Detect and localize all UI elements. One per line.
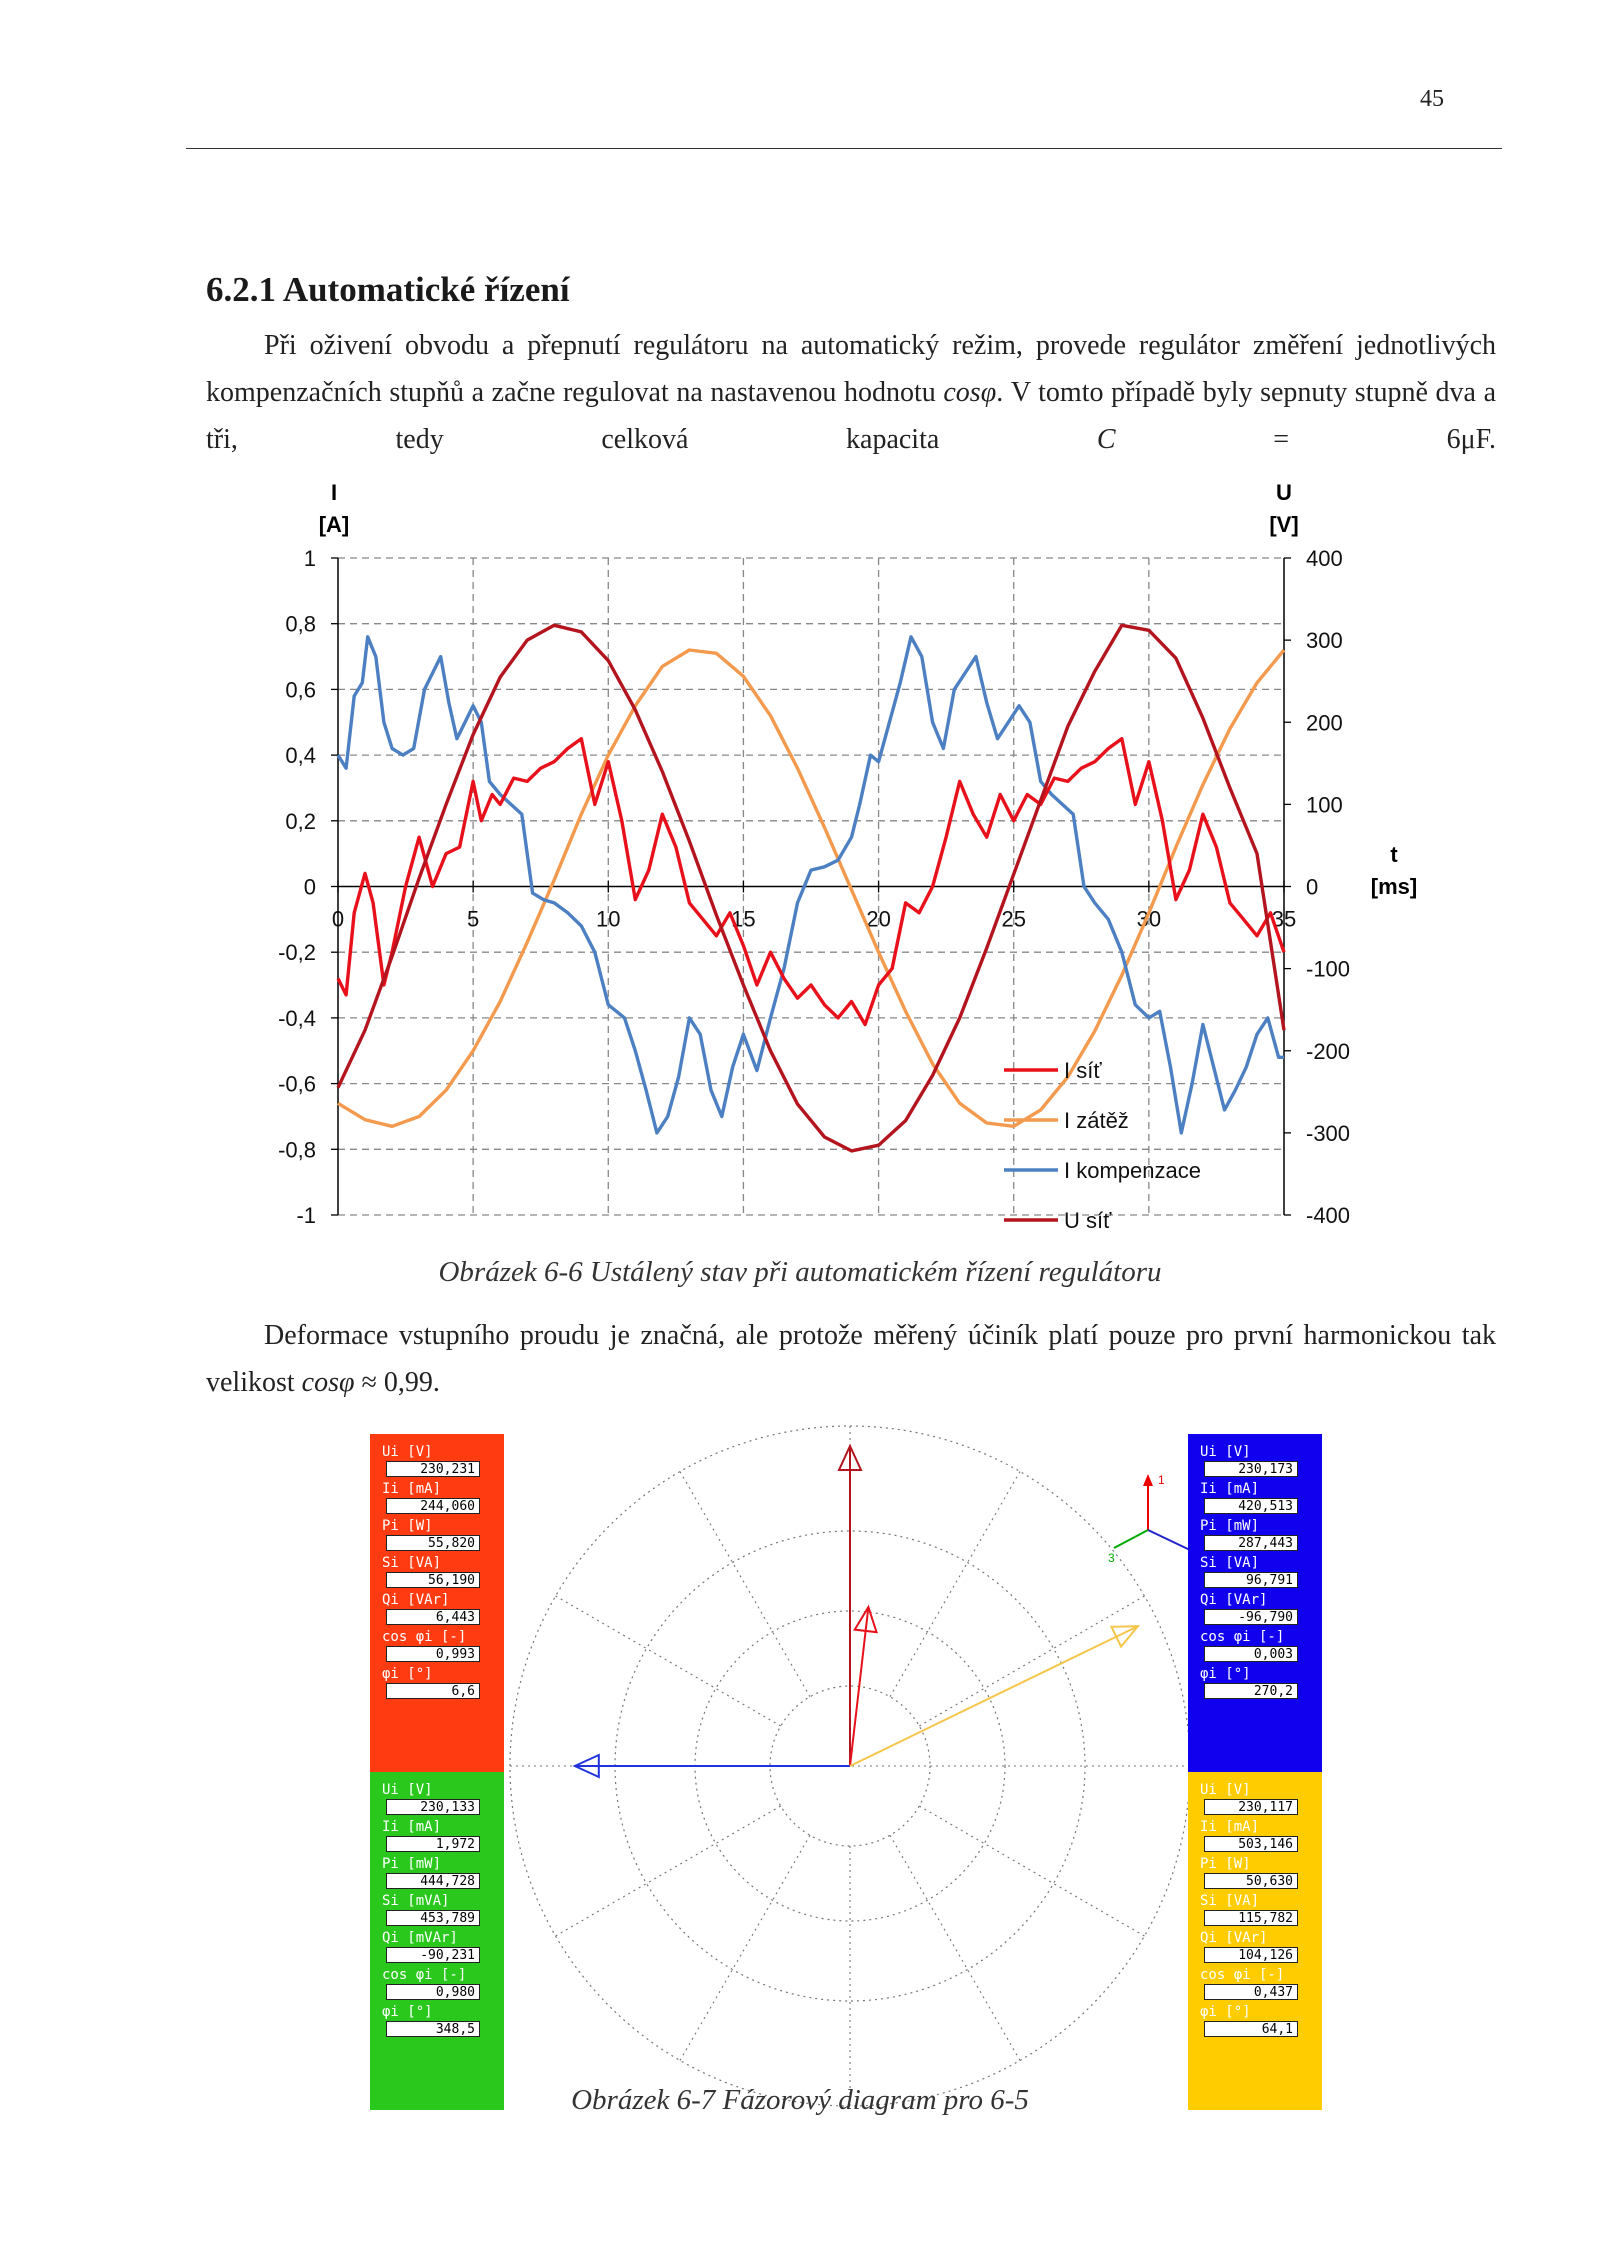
panel-value: 50,630 (1204, 1873, 1298, 1889)
section-heading: 6.2.1 Automatické řízení (206, 270, 570, 309)
header-rule (186, 148, 1502, 149)
panel-label: Si [VA] (1200, 1555, 1260, 1571)
page-number: 45 (1420, 86, 1444, 112)
panel-label: Ii [mA] (382, 1819, 442, 1835)
phase-panel-yellow (1188, 1772, 1322, 2110)
x-tick-label: 15 (731, 906, 756, 932)
panel-value: 348,5 (386, 2021, 480, 2037)
y-left-tick-label: 0,8 (285, 611, 316, 637)
panel-value: 0,437 (1204, 1984, 1298, 2000)
panel-label: φi [°] (1200, 1666, 1251, 1682)
panel-label: Qi [VAr] (1200, 1930, 1268, 1946)
panel-value: 64,1 (1204, 2021, 1298, 2037)
panel-value: -96,790 (1204, 1609, 1298, 1625)
phasor-background (370, 1420, 1322, 2120)
y-left-tick-label: -0,2 (278, 940, 316, 966)
paragraph-2-text-a: Deformace vstupního proudu je značná, ale protože měřený účiník platí pouze pro první harmonickou tak velikost (206, 1320, 1496, 1398)
series-line-3 (338, 625, 1284, 1151)
panel-rows (1188, 1434, 1322, 1699)
y-left-tick-label: -1 (296, 1203, 316, 1228)
panel-value: 55,820 (386, 1535, 480, 1551)
panel-value: 0,980 (386, 1984, 480, 2000)
panel-label: Pi [mW] (1200, 1518, 1260, 1534)
axis-indicator-label-left: 3 (1108, 1551, 1115, 1565)
panel-label: Pi [W] (382, 1518, 433, 1534)
y-right-tick-label: 0 (1306, 874, 1319, 900)
panel-value: 104,126 (1204, 1947, 1298, 1963)
panel-rows (370, 1772, 504, 2037)
paragraph-1 (206, 322, 1496, 463)
legend-label: U síť (1064, 1208, 1112, 1233)
panel-value: 230,231 (386, 1461, 480, 1477)
math-cosphi-2: cosφ (301, 1367, 355, 1398)
panel-label: Pi [W] (1200, 1856, 1251, 1872)
y-right-tick-label: 400 (1306, 546, 1343, 571)
panel-label: cos φi [-] (1200, 1967, 1285, 1983)
panel-label: Ui [V] (382, 1782, 433, 1798)
panel-label: φi [°] (382, 1666, 433, 1682)
panel-value: 230,117 (1204, 1799, 1298, 1815)
waveform-chart (0, 470, 1600, 1240)
panel-rows (1188, 1772, 1322, 2037)
y-right-tick-label: -200 (1306, 1038, 1351, 1064)
y-left-label-unit: [A] (318, 512, 350, 537)
panel-value: 230,173 (1204, 1461, 1298, 1477)
panel-value: 230,133 (386, 1799, 480, 1815)
panel-label: Qi [VAr] (382, 1592, 450, 1608)
panel-label: Pi [mW] (382, 1856, 442, 1872)
panel-value: 287,443 (1204, 1535, 1298, 1551)
panel-value: 96,791 (1204, 1572, 1298, 1588)
panel-label: Qi [mVAr] (382, 1930, 458, 1946)
legend-label: I zátěž (1064, 1108, 1129, 1133)
panel-label: cos φi [-] (382, 1967, 467, 1983)
figure-caption-6-7: Obrázek 6-7 Fázorový diagram pro 6-5 (571, 2084, 1029, 2116)
phase-panel-blue (1188, 1434, 1322, 1772)
axis-indicator-label-up: 1 (1158, 1473, 1165, 1487)
x-tick-label: 5 (467, 906, 480, 932)
y-left-label-top: I (330, 480, 338, 505)
x-tick-label: 35 (1271, 906, 1297, 932)
x-tick-label: 25 (1001, 906, 1026, 932)
y-left-tick-label: 0 (303, 874, 316, 900)
panel-label: Ii [mA] (1200, 1481, 1260, 1497)
x-tick-label: 20 (866, 906, 891, 932)
phasor-diagram (370, 1420, 1322, 2120)
panel-value: 420,513 (1204, 1498, 1298, 1514)
math-cosphi: cosφ (943, 377, 997, 408)
panel-value: 453,789 (386, 1910, 480, 1926)
y-left-tick-label: 0,6 (285, 677, 316, 703)
panel-value: 56,190 (386, 1572, 480, 1588)
panel-label: φi [°] (1200, 2004, 1251, 2020)
panel-label: Ui [V] (382, 1444, 433, 1460)
legend-label: I kompenzace (1064, 1158, 1201, 1183)
panel-label: Si [VA] (1200, 1893, 1260, 1909)
y-left-tick-label: 0,2 (285, 808, 316, 834)
x-tick-label: 30 (1136, 906, 1162, 932)
panel-value: 503,146 (1204, 1836, 1298, 1852)
panel-value: 0,003 (1204, 1646, 1298, 1662)
paragraph-1-text-a: Při oživení obvodu a přepnutí regulátoru na automatický režim, provede regulátor změření jednotlivých kompenzačních stupňů a začne regulovat na nastavenou hodnotu (206, 330, 1496, 408)
panel-label: cos φi [-] (382, 1629, 467, 1645)
y-left-tick-label: -0,8 (278, 1137, 316, 1163)
y-right-tick-label: -300 (1306, 1120, 1351, 1146)
x-label-unit: [ms] (1370, 874, 1418, 899)
figure-caption-6-6: Obrázek 6-6 Ustálený stav při automatickém řízení regulátoru (438, 1256, 1162, 1288)
panel-label: Ii [mA] (382, 1481, 442, 1497)
y-right-tick-label: 100 (1306, 792, 1343, 818)
paragraph-2-lines (206, 1312, 1496, 1406)
panel-label: Ui [V] (1200, 1782, 1251, 1798)
y-left-tick-label: 0,4 (285, 743, 316, 769)
y-right-tick-label: -100 (1306, 956, 1351, 982)
y-right-tick-label: 200 (1306, 710, 1343, 736)
panel-value: 1,972 (386, 1836, 480, 1852)
phase-panel-green (370, 1772, 504, 2110)
panel-value: 6,6 (386, 1683, 480, 1699)
panel-label: φi [°] (382, 2004, 433, 2020)
paragraph-1-text-c: = 6μF. (1115, 424, 1496, 455)
phase-panel-red (370, 1434, 504, 1772)
x-tick-label: 0 (331, 906, 345, 932)
y-left-tick-label: -0,4 (278, 1005, 316, 1031)
series-line-2 (338, 637, 1284, 1133)
x-label-top: t (1390, 842, 1398, 867)
y-left-tick-label: -0,6 (278, 1071, 316, 1097)
panel-label: Si [mVA] (382, 1893, 450, 1909)
paragraph-2 (206, 1312, 1496, 1406)
y-left-tick-label: 1 (303, 546, 316, 571)
y-right-tick-label: -400 (1306, 1203, 1351, 1228)
panel-label: Ui [V] (1200, 1444, 1251, 1460)
paragraph-1-lines (206, 322, 1496, 463)
series-line-0 (338, 739, 1284, 1025)
panel-value: 0,993 (386, 1646, 480, 1662)
paragraph-1-text-b: . V tomto případě byly sepnuty stupně dva a tři, tedy celková kapacita (206, 377, 1497, 455)
math-c: C (1096, 424, 1116, 455)
panel-value: 270,2 (1204, 1683, 1298, 1699)
panel-label: Si [VA] (382, 1555, 442, 1571)
y-right-tick-label: 300 (1306, 628, 1343, 654)
y-right-label-unit: [V] (1269, 512, 1299, 537)
legend-label: I síť (1064, 1058, 1102, 1083)
panel-label: Qi [VAr] (1200, 1592, 1268, 1608)
panel-value: -90,231 (386, 1947, 480, 1963)
panel-value: 444,728 (386, 1873, 480, 1889)
panel-label: cos φi [-] (1200, 1629, 1285, 1645)
panel-rows (370, 1434, 504, 1699)
panel-label: Ii [mA] (1200, 1819, 1260, 1835)
panel-value: 6,443 (386, 1609, 480, 1625)
panel-value: 115,782 (1204, 1910, 1298, 1926)
y-right-label-top: U (1276, 480, 1292, 505)
paragraph-2-text-b: ≈ 0,99. (354, 1367, 440, 1398)
panel-value: 244,060 (386, 1498, 480, 1514)
x-tick-label: 10 (596, 906, 621, 932)
